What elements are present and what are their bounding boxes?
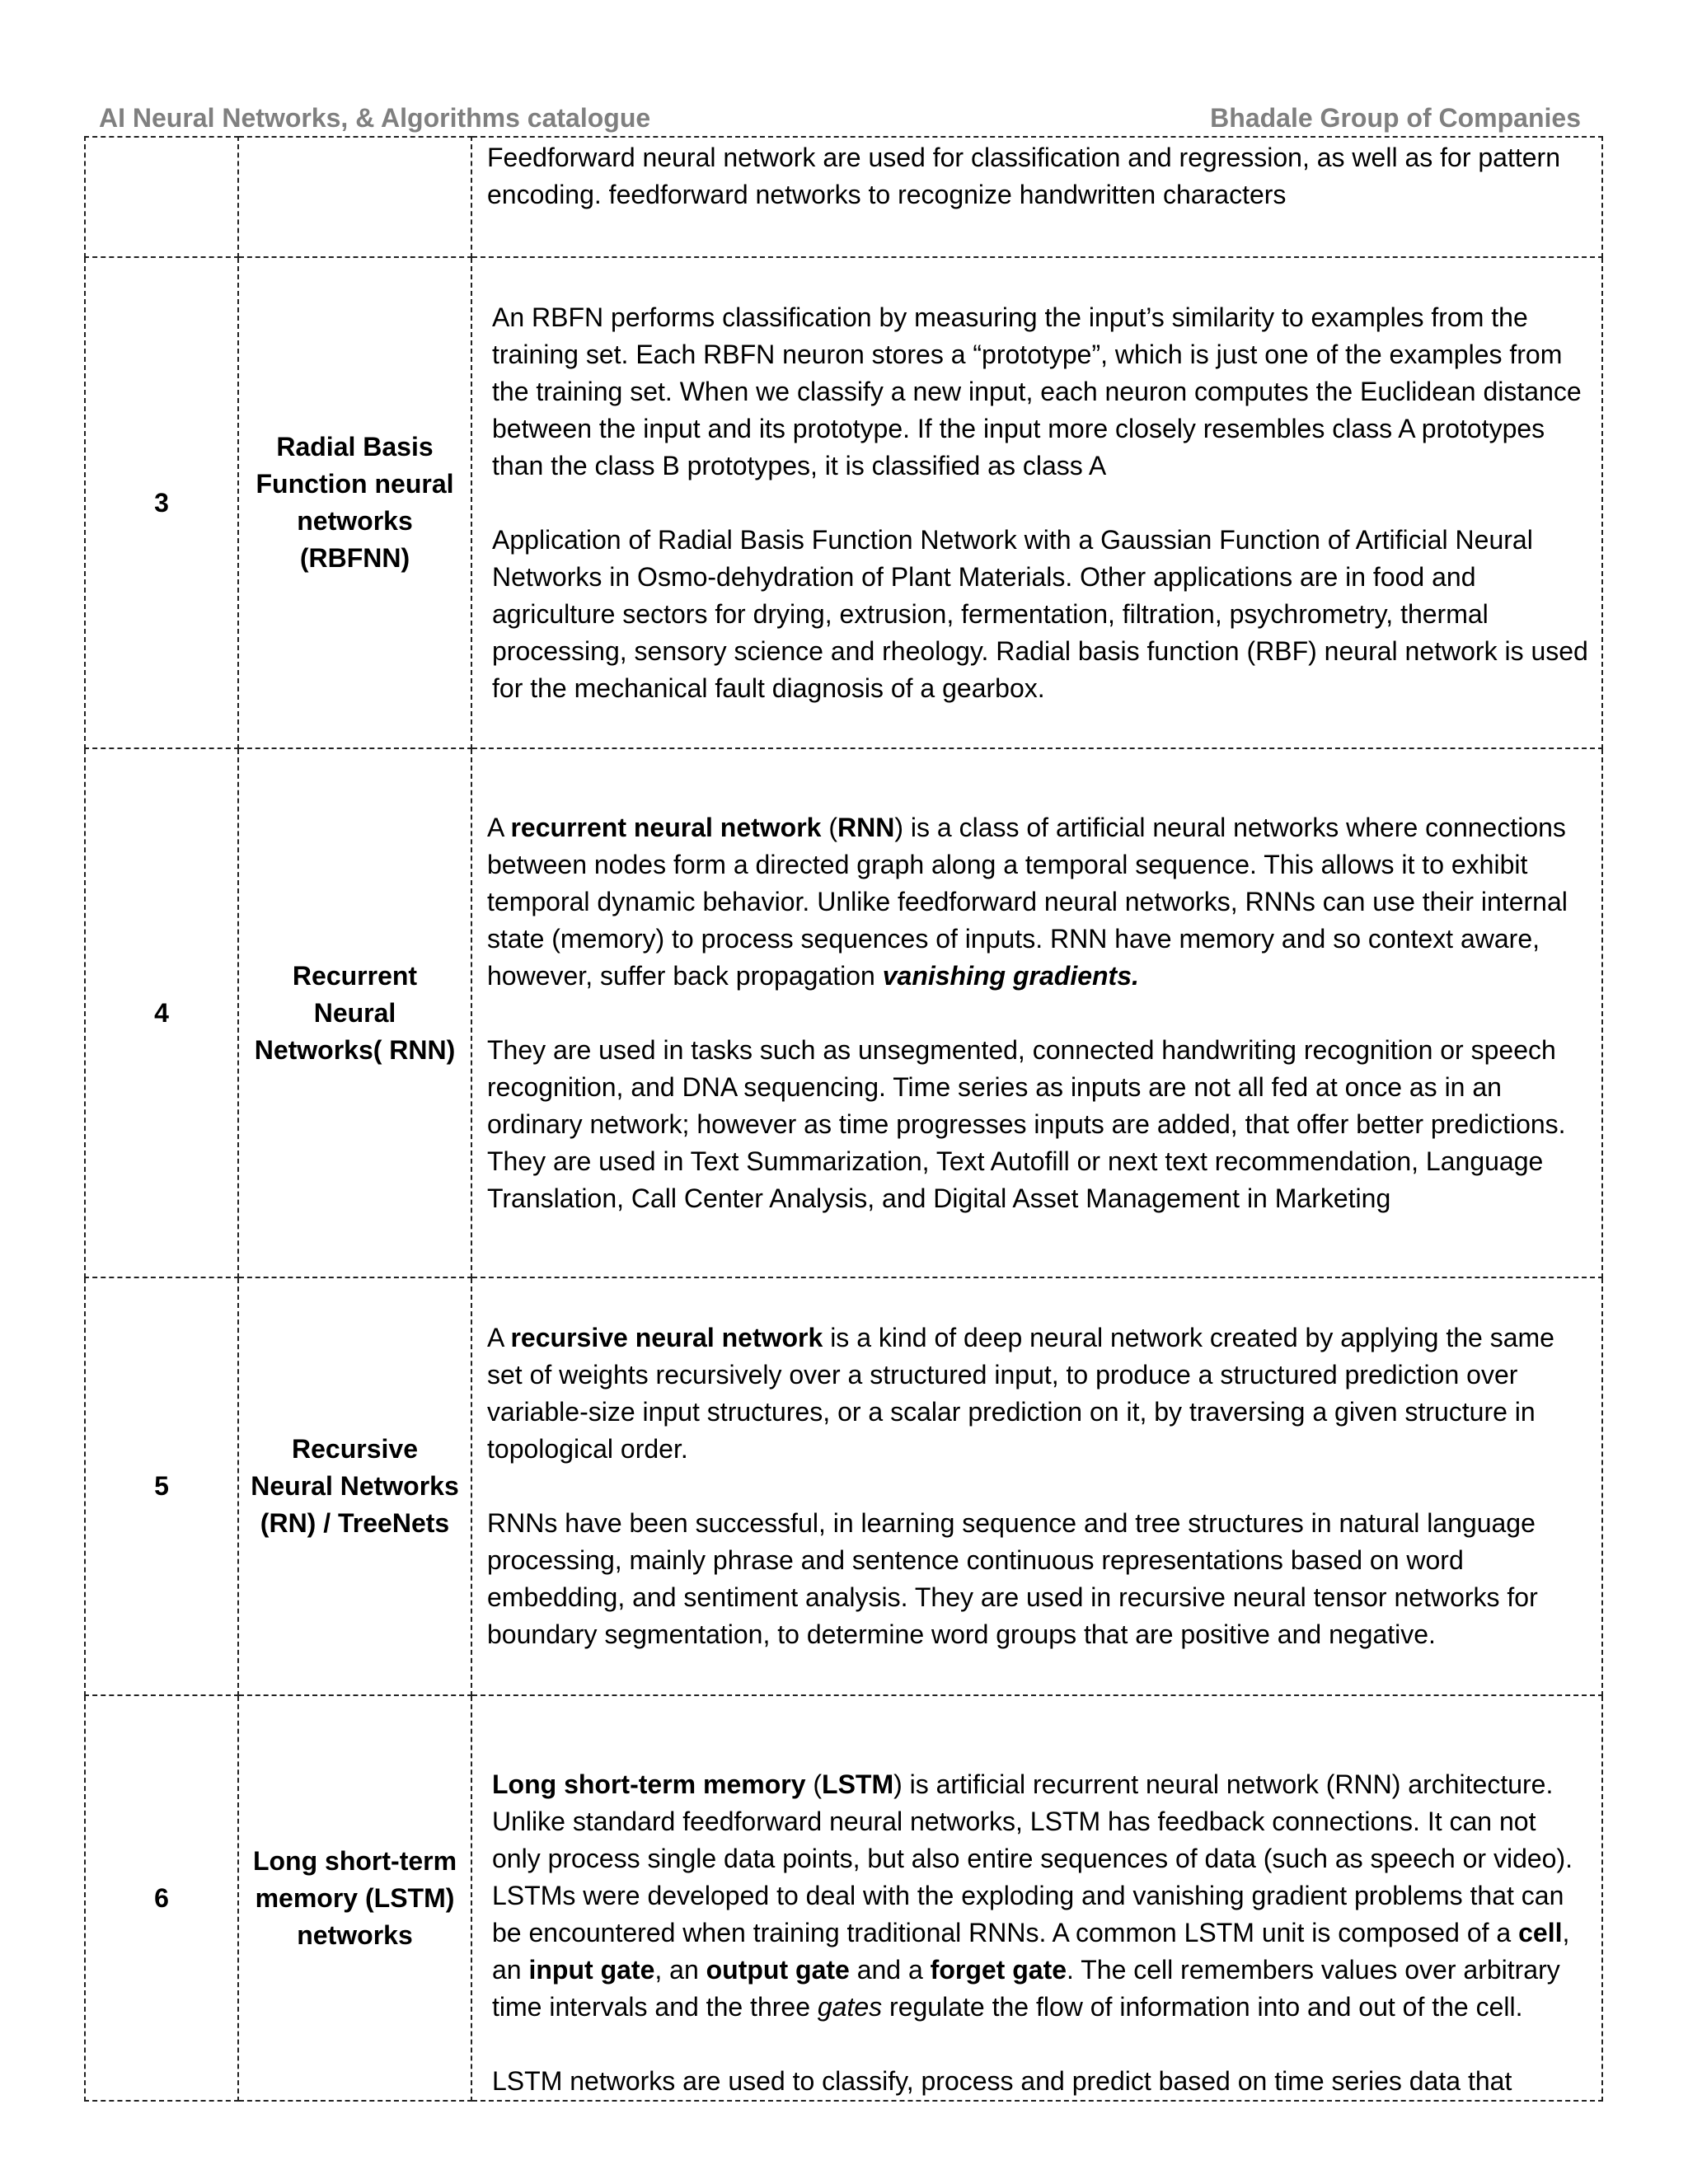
body-text: Feedforward neural network are used for classification and regression, as well as for pattern encoding. feedforward networks to recognize handwritten characters	[487, 143, 1560, 209]
network-description	[471, 748, 1602, 1277]
row-number: 4	[85, 748, 238, 1277]
body-text: and a	[849, 1955, 931, 1985]
emphasis-text: LSTM	[822, 1769, 894, 1799]
network-description	[471, 137, 1602, 257]
body-text: is a kind of deep neural network created by applying the same set of weights recursively over a structured input, to produce a structured prediction over variable-size input structures, or a scalar prediction on it, by traversing a given structure in topological order.	[487, 1323, 1554, 1464]
body-text: ) is artificial recurrent neural network (RNN) architecture. Unlike standard feedforward neural networks, LSTM has feedback connections. It can not only process single data points, but also entire sequences of data (such as speech or video). LSTMs were developed to deal with the exploding and vanishing gradient problems that can be encountered when training traditional RNNs. A common LSTM unit is composed of a	[492, 1769, 1573, 1947]
body-text: RNNs have been successful, in learning sequence and tree structures in natural language processing, mainly phrase and sentence continuous representations based on word embedding, and sentiment analysis. They are used in recursive neural tensor networks for boundary segmentation, to determine word groups that are positive and negative.	[487, 1508, 1538, 1649]
header-company: Bhadale Group of Companies	[1210, 102, 1581, 133]
emphasis-text: recurrent neural network	[510, 812, 822, 842]
emphasis-text: gates	[817, 1992, 883, 2022]
body-text: LSTM networks are used to classify, process and predict based on time series data that	[492, 2066, 1512, 2096]
table-row	[85, 1277, 1602, 1695]
network-name: Long short-term memory (LSTM) networks	[238, 1695, 471, 2101]
table-row	[85, 748, 1602, 1277]
row-number: 3	[85, 257, 238, 748]
emphasis-text: Long short-term memory	[492, 1769, 806, 1799]
row-number: 5	[85, 1277, 238, 1695]
emphasis-text: vanishing gradients.	[882, 960, 1139, 991]
emphasis-text: input gate	[528, 1955, 655, 1985]
network-description	[471, 1277, 1602, 1695]
body-text: An RBFN performs classification by measuring the input’s similarity to examples from the training set. Each RBFN neuron stores a “prototype”, which is just one of the examples from the training set. When we classify a new input, each neuron computes the Euclidean distance between the input and its prototype. If the input more closely resembles class A prototypes than the class B prototypes, it is classified as class A	[492, 302, 1582, 480]
description-paragraph	[487, 1505, 1590, 1653]
network-description	[471, 1695, 1602, 2101]
network-name: Recursive Neural Networks (RN) / TreeNets	[238, 1277, 471, 1695]
network-name: Recurrent Neural Networks( RNN)	[238, 748, 471, 1277]
emphasis-text: recursive neural network	[510, 1323, 823, 1352]
page-header	[99, 101, 1581, 135]
table-row	[85, 257, 1602, 748]
body-text: They are used in tasks such as unsegmented, connected handwriting recognition or speech recognition, and DNA sequencing. Time series as inputs are not all fed at once as in an ordinary network; however as time progresses inputs are added, that offer better predictions. They are used in Text Summarization, Text Autofill or next text recommendation, Language Translation, Call Center Analysis, and Digital Asset Management in Marketing	[487, 1034, 1566, 1213]
emphasis-text: output gate	[706, 1955, 850, 1985]
description-paragraph	[492, 1766, 1590, 2026]
description-paragraph	[487, 809, 1590, 995]
emphasis-text: RNN	[837, 812, 895, 842]
header-title: AI Neural Networks, & Algorithms catalogue	[99, 102, 651, 133]
description-paragraph	[492, 299, 1590, 485]
description-paragraph	[487, 1319, 1590, 1468]
row-number: 6	[85, 1695, 238, 2101]
row-number	[85, 137, 238, 257]
catalogue-table	[84, 136, 1603, 2102]
body-text: Application of Radial Basis Function Network with a Gaussian Function of Artificial Neural Networks in Osmo-dehydration of Plant Materials. Other applications are in food and agriculture sectors for drying, extrusion, fermentation, filtration, psychrometry, thermal processing, sensory science and rheology. Radial basis function (RBF) neural network is used for the mechanical fault diagnosis of a gearbox.	[492, 524, 1588, 703]
network-name	[238, 137, 471, 257]
body-text: regulate the flow of information into and out of the cell.	[882, 1992, 1523, 2022]
emphasis-text: cell	[1518, 1918, 1563, 1947]
description-paragraph	[487, 1032, 1590, 1217]
network-description	[471, 257, 1602, 748]
body-text: ) is a class of artificial neural networks where connections between nodes form a directed graph along a temporal sequence. This allows it to exhibit temporal dynamic behavior. Unlike feedforward neural networks, RNNs can use their internal state (memory) to process sequences of inputs. RNN have memory and so context aware, however, suffer back propagation	[487, 812, 1568, 991]
body-text: (	[821, 812, 838, 842]
table-row	[85, 137, 1602, 257]
body-text: . The cell remembers values over arbitrary time intervals and the three	[492, 1955, 1560, 2022]
body-text: , an	[654, 1955, 706, 1985]
description-paragraph	[492, 522, 1590, 707]
table-row	[85, 1695, 1602, 2101]
body-text: (	[805, 1769, 823, 1799]
description-paragraph	[492, 2063, 1590, 2100]
network-name: Radial Basis Function neural networks (RBFNN)	[238, 257, 471, 748]
emphasis-text: forget gate	[930, 1955, 1067, 1985]
description-paragraph	[487, 139, 1590, 213]
body-text: A	[487, 1323, 511, 1352]
body-text: A	[487, 812, 511, 842]
body-text: , an	[492, 1918, 1570, 1985]
